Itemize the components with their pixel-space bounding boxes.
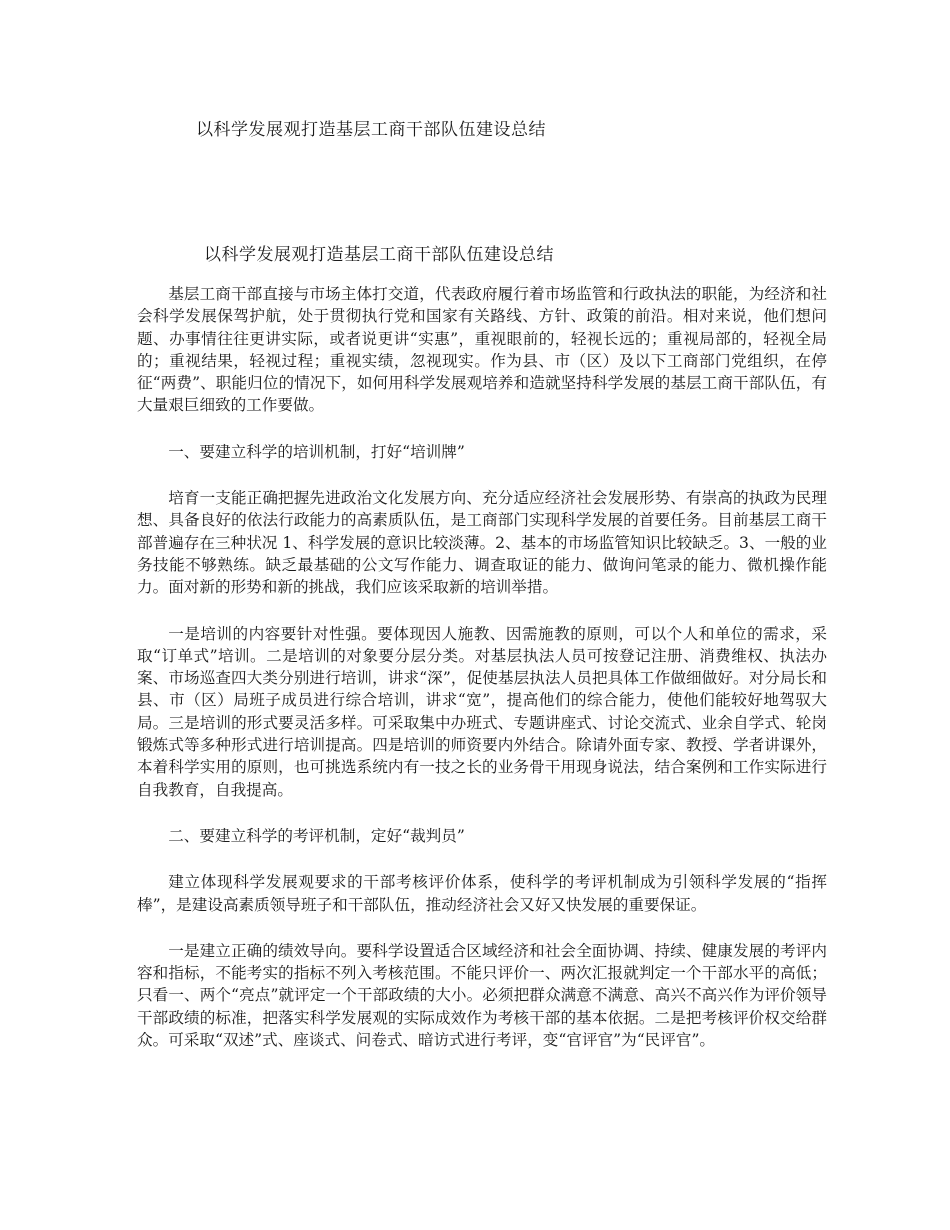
- section-heading-training: 一、要建立科学的培训机制，打好“培训牌”: [168, 442, 465, 461]
- document-title: 以科学发展观打造基层工商干部队伍建设总结: [204, 245, 554, 265]
- section-heading-evaluation: 二、要建立科学的考评机制，定好“裁判员”: [168, 826, 465, 845]
- paragraph-evaluation-overview: 建立体现科学发展观要求的干部考核评价体系，使科学的考评机制成为引领科学发展的“指挥棒”，是建设高素质领导班子和干部队伍，推动经济社会又好又快发展的重要保证。: [137, 873, 827, 914]
- document-header-title: 以科学发展观打造基层工商干部队伍建设总结: [196, 120, 546, 140]
- paragraph-training-overview: 培育一支能正确把握先进政治文化发展方向、充分适应经济社会发展形势、有崇高的执政为民理想、具备良好的依法行政能力的高素质队伍，是工商部门实现科学发展的首要任务。目前基层工商干部普遍存在三种状况 1、科学发展的意识比较淡薄。2、基本的市场监管知识比较缺乏。3、一般的业务技能不够熟练。缺乏最基础的公文写作能力、调查取证的能力、做询问笔录的能力、微机操作能力。面对新的形势和新的挑战，我们应该采取新的培训举措。: [137, 489, 827, 597]
- paragraph-intro: 基层工商干部直接与市场主体打交道，代表政府履行着市场监管和行政执法的职能，为经济和社会科学发展保驾护航，处于贯彻执行党和国家有关路线、方针、政策的前沿。相对来说，他们想问题、办事情往往更讲实际，或者说更讲“实惠”，重视眼前的，轻视长远的；重视局部的，轻视全局的；重视结果，轻视过程；重视实绩，忽视现实。作为县、市（区）及以下工商部门党组织，在停征“两费”、职能归位的情况下，如何用科学发展观培养和造就坚持科学发展的基层工商干部队伍，有大量艰巨细致的工作要做。: [137, 285, 827, 415]
- document-body: [137, 283, 827, 1075]
- paragraph-evaluation-measures: 一是建立正确的绩效导向。要科学设置适合区域经济和社会全面协调、持续、健康发展的考评内容和指标，不能考实的指标不列入考核范围。不能只评价一、两次汇报就判定一个干部水平的高低；只看一、两个“亮点”就评定一个干部政绩的大小。必须把群众满意不满意、高兴不高兴作为评价领导干部政绩的标准，把落实科学发展观的实际成效作为考核干部的基本依据。二是把考核评价权交给群众。可采取“双述”式、座谈式、问卷式、暗访式进行考评，变“官评官”为“民评官”。: [137, 941, 827, 1050]
- paragraph-training-measures: 一是培训的内容要针对性强。要体现因人施教、因需施教的原则，可以个人和单位的需求，采取“订单式”培训。二是培训的对象要分层分类。对基层执法人员可按登记注册、消费维权、执法办案、市场巡查四大类分别进行培训，讲求“深”，促使基层执法人员把具体工作做细做好。对分局长和县、市（区）局班子成员进行综合培训，讲求“宽”，提高他们的综合能力，使他们能较好地驾驭大局。三是培训的形式要灵活多样。可采取集中办班式、专题讲座式、讨论交流式、业余自学式、轮岗锻炼式等多种形式进行培训提高。四是培训的师资要内外结合。除请外面专家、教授、学者讲课外，本着科学实用的原则，也可挑选系统内有一技之长的业务骨干用现身说法，结合案例和工作实际进行自我教育，自我提高。: [137, 624, 827, 799]
